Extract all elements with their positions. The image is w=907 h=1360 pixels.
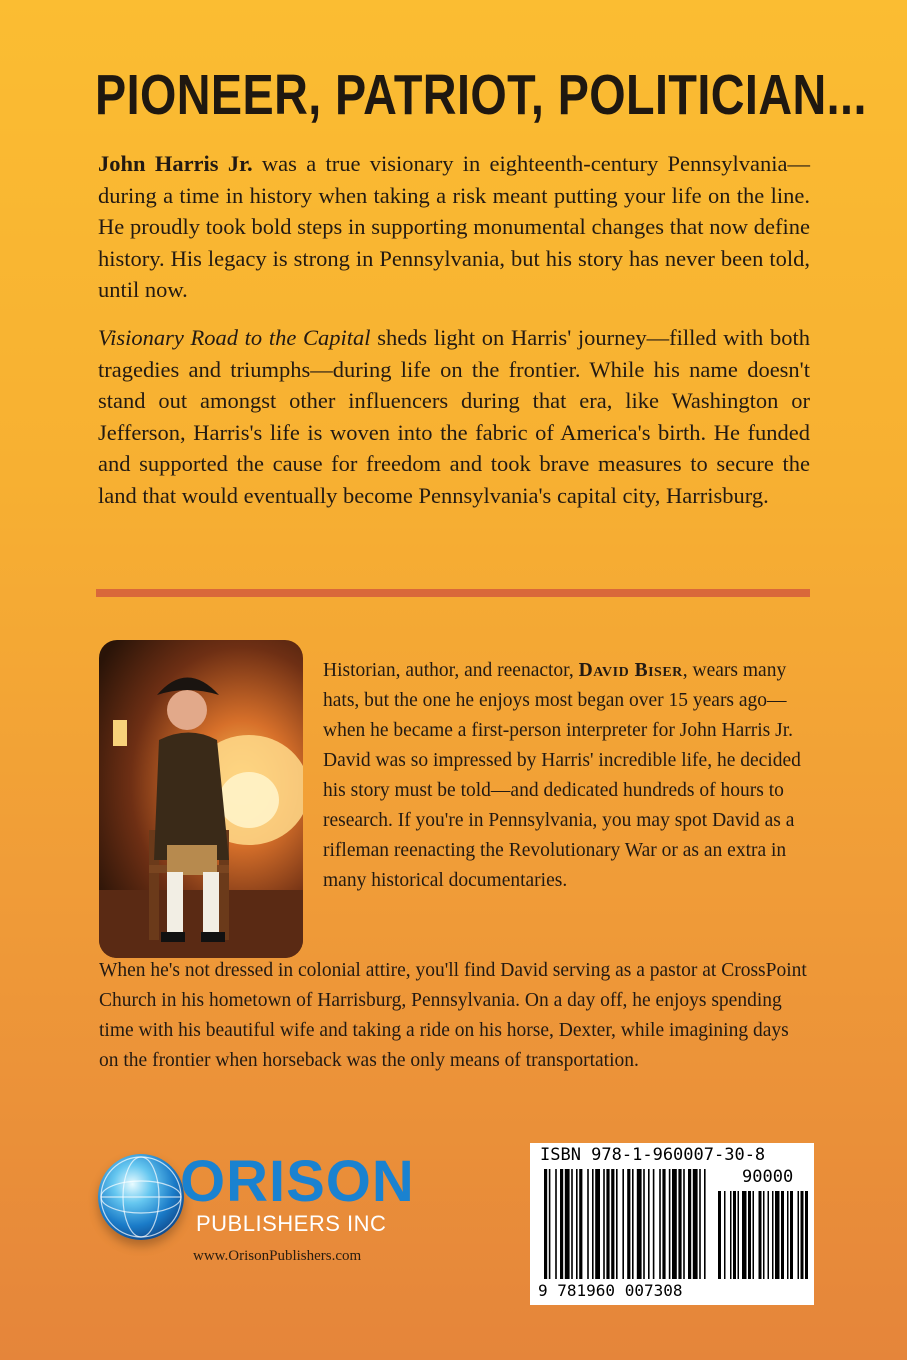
- barcode-bar: [672, 1169, 677, 1279]
- barcode-bar: [748, 1191, 751, 1279]
- barcode-bar: [622, 1169, 624, 1279]
- barcode-bar: [790, 1191, 793, 1279]
- barcode-bar: [772, 1191, 774, 1279]
- author-name: David Biser: [578, 660, 683, 681]
- barcode-bar: [738, 1191, 740, 1279]
- barcode-bar: [759, 1191, 762, 1279]
- barcode-bar: [571, 1169, 573, 1279]
- barcode-bar: [798, 1191, 800, 1279]
- barcode-bar: [753, 1191, 755, 1279]
- barcode-bar: [643, 1169, 645, 1279]
- globe-icon: [98, 1154, 184, 1240]
- subject-name: John Harris Jr.: [98, 151, 253, 176]
- barcode-bar: [662, 1169, 665, 1279]
- barcode-bar: [704, 1169, 706, 1279]
- barcode-bar: [544, 1169, 547, 1279]
- barcode-bar: [576, 1169, 578, 1279]
- barcode-bar: [579, 1169, 582, 1279]
- barcode-bar: [603, 1169, 605, 1279]
- barcode-bar: [693, 1169, 698, 1279]
- blurb-paragraph-1: [98, 148, 810, 306]
- barcode-bar: [683, 1169, 685, 1279]
- barcode-bar: [653, 1169, 655, 1279]
- publisher-url: www.OrisonPublishers.com: [193, 1248, 362, 1264]
- barcode-digits: 9 781960 007308: [538, 1281, 683, 1300]
- barcode-bar: [699, 1169, 701, 1279]
- author-photo: [99, 640, 303, 958]
- author-bio-text-1: , wears many hats, but the one he enjoys most began over 15 years ago—when he became a first-person interpreter for John Harris Jr. David was so impressed by Harris' incredible life, he decided his story must be told—and dedicated hundreds of hours to research. If you're in Pennsylvania, you may spot David as a rifleman reenacting the Revolutionary War or as an extra in many historical documentaries.: [323, 660, 801, 891]
- isbn-barcode: [530, 1143, 814, 1305]
- isbn-label: ISBN 978-1-960007-30-8: [540, 1145, 766, 1165]
- barcode-bar: [787, 1191, 789, 1279]
- barcode-bar: [724, 1191, 726, 1279]
- barcode-bar: [801, 1191, 804, 1279]
- cover-headline: PIONEER, PATRIOT, POLITICIAN...: [95, 63, 867, 127]
- book-title: Visionary Road to the Capital: [98, 325, 371, 350]
- barcode-bar: [669, 1169, 671, 1279]
- blurb-paragraph-2-text: sheds light on Harris' journey—filled with both tragedies and triumphs—during life on the frontier. While his name doesn't stand out amongst other influencers during that era, like Washington or Jefferson, Harris's life is woven into the fabric of America's birth. He funded and supported the cause for freedom and took brave measures to secure the land that would eventually become Pennsylvania's capital city, Harrisburg.: [98, 325, 810, 508]
- barcode-bar: [549, 1169, 551, 1279]
- barcode-bar: [606, 1169, 609, 1279]
- barcode-bar: [637, 1169, 642, 1279]
- barcode-bar: [560, 1169, 563, 1279]
- author-bio-lead: Historian, author, and reenactor,: [323, 660, 579, 681]
- barcode-bar: [730, 1191, 732, 1279]
- author-bio-paragraph-2: When he's not dressed in colonial attire, you'll find David serving as a pastor at CrossPoint Church in his hometown of Harrisburg, Pennsylvania. On a day off, he enjoys spending time with his beautiful wife and taking a ride on his horse, Dexter, while imagining days on the frontier when horseback was the only means of transportation.: [99, 960, 807, 1071]
- barcode-bar: [678, 1169, 681, 1279]
- author-bio-paragraph-1: [323, 656, 813, 896]
- barcode-bar: [805, 1191, 808, 1279]
- barcode-bar: [592, 1169, 594, 1279]
- barcode-bar: [775, 1191, 780, 1279]
- price-code: 90000: [742, 1167, 794, 1187]
- section-divider: [96, 589, 810, 597]
- barcode-bar: [733, 1191, 736, 1279]
- publisher-subtitle: PUBLISHERS INC: [196, 1211, 387, 1236]
- barcode-bar: [632, 1169, 634, 1279]
- barcode-bar: [595, 1169, 600, 1279]
- barcode-bar: [627, 1169, 630, 1279]
- barcode-bar: [587, 1169, 589, 1279]
- barcode-bar: [611, 1169, 614, 1279]
- barcode-bar: [648, 1169, 650, 1279]
- barcode-bar: [616, 1169, 618, 1279]
- blurb-paragraph-2: [98, 322, 810, 511]
- barcode-bar: [742, 1191, 747, 1279]
- barcode-bar: [781, 1191, 784, 1279]
- barcode-bar: [718, 1191, 721, 1279]
- barcode-bar: [555, 1169, 557, 1279]
- barcode-bar: [768, 1191, 770, 1279]
- barcode-bar: [565, 1169, 570, 1279]
- publisher-logo: [98, 1150, 438, 1280]
- barcode-bar: [763, 1191, 765, 1279]
- barcode-bar: [688, 1169, 691, 1279]
- publisher-name: ORISON: [180, 1149, 415, 1214]
- barcode-bar: [659, 1169, 661, 1279]
- blurb-paragraph-1-text: was a true visionary in eighteenth-century Pennsylvania—during a time in history when taking a risk meant putting your life on the line. He proudly took bold steps in supporting monumental changes that now define history. His legacy is strong in Pennsylvania, but his story has never been told, until now.: [98, 151, 810, 302]
